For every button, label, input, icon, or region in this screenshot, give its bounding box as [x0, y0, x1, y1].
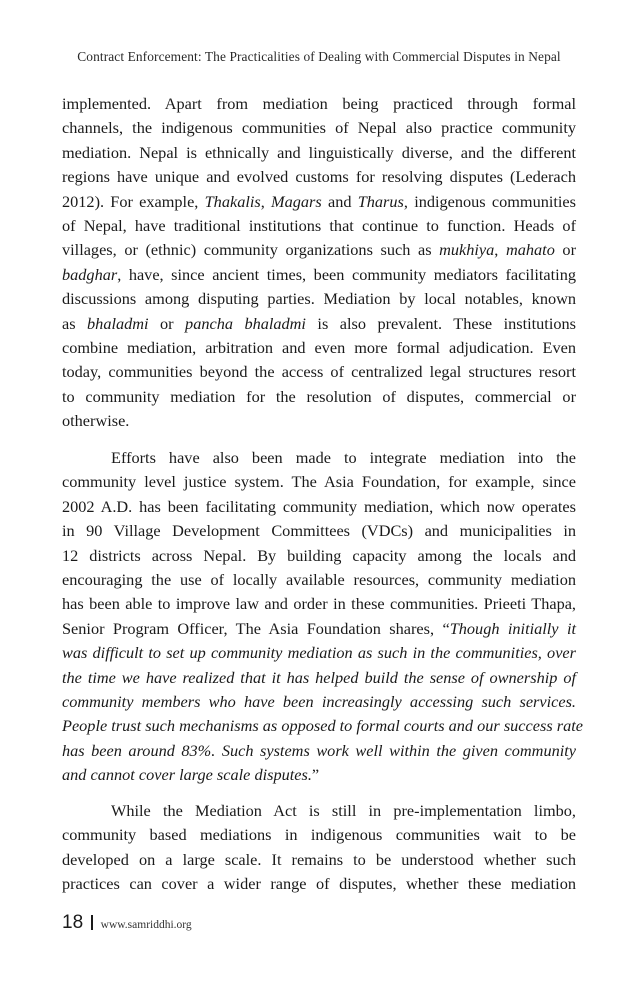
text-line: 2012). For example, Thakalis, Magars and Tharus, indigenous communities [62, 191, 576, 211]
running-head: Contract Enforcement: The Practicalities of Dealing with Commercial Disputes in Nepal [77, 49, 561, 64]
term-magars: Magars [271, 191, 322, 211]
paragraph-1 [62, 92, 576, 433]
text-line: community level justice system. The Asia Foundation, for example, since [62, 472, 576, 492]
text-line: badghar, have, since ancient times, been community mediators facilitating [62, 264, 576, 284]
term-pancha-bhaladmi: pancha bhaladmi [185, 313, 306, 333]
text-line: 2002 A.D. has been facilitating community mediation, which now operates [62, 496, 576, 516]
text-line: practices can cover a wider range of disputes, whether these mediation [62, 874, 576, 894]
text-line: community based mediations in indigenous communities wait to be [62, 825, 576, 845]
quote-line: has been around 83%. Such systems work well within the given community [62, 740, 576, 760]
quote-line: and cannot cover large scale disputes.” [62, 765, 320, 785]
quote-line: community members who have been increasingly accessing such services. [62, 691, 576, 711]
text-line: Senior Program Officer, The Asia Foundation shares, “Though initially it [62, 618, 576, 638]
page-number: 18 [62, 912, 84, 933]
term-bhaladmi: bhaladmi [87, 313, 149, 333]
text-line: of Nepal, have traditional institutions that continue to function. Heads of [62, 215, 576, 235]
text-line: 12 districts across Nepal. By building capacity among the locals and [62, 545, 576, 565]
text-line: villages, or (ethnic) community organizations such as mukhiya, mahato or [62, 240, 576, 260]
text-line: regions have unique and evolved customs for resolving disputes (Lederach [62, 167, 576, 187]
quote-text: Though initially it [449, 618, 576, 638]
text-line: channels, the indigenous communities of Nepal also practice community [62, 118, 576, 138]
term-tharus: Tharus [357, 191, 404, 211]
text-line: While the Mediation Act is still in pre-implementation limbo, [111, 801, 576, 820]
quote-line: the time we have realized that it has helped build the sense of ownership of [62, 667, 576, 687]
paragraph-3 [62, 799, 576, 897]
website-url: www.samriddhi.org [100, 919, 192, 931]
text-line: encouraging the use of locally available resources, community mediation [62, 569, 576, 589]
quote-line: was difficult to set up community mediation as such in the communities, over [62, 643, 576, 663]
text-line: combine mediation, arbitration and even more formal adjudication. Even [62, 337, 576, 357]
text-line: to community mediation for the resolution of disputes, commercial or [62, 386, 576, 406]
text-line: discussions among disputing parties. Mediation by local notables, known [62, 289, 576, 309]
text-line: in 90 Village Development Committees (VDCs) and municipalities in [62, 521, 576, 541]
term-mukhiya: mukhiya [439, 240, 495, 260]
term-badghar: badghar [62, 264, 118, 284]
text-line: mediation. Nepal is ethnically and linguistically diverse, and the different [62, 142, 576, 162]
text-line: has been able to improve law and order in these communities. Prieeti Thapa, [62, 594, 576, 614]
text-line: implemented. Apart from mediation being practiced through formal [62, 94, 576, 113]
term-mahato: mahato [505, 240, 555, 260]
text-line: as bhaladmi or pancha bhaladmi is also prevalent. These institutions [62, 313, 576, 333]
quote-line: People trust such mechanisms as opposed to formal courts and our success rate [62, 716, 583, 736]
term-thakalis: Thakalis [204, 191, 261, 211]
footer-separator [91, 915, 93, 930]
page-footer [62, 912, 192, 934]
text-line: today, communities beyond the access of centralized legal structures resort [62, 362, 576, 382]
paragraph-2 [62, 446, 583, 787]
text-line: developed on a large scale. It remains to be understood whether such [62, 849, 576, 869]
text-line: otherwise. [62, 411, 130, 431]
text-line: Efforts have also been made to integrate mediation into the [111, 448, 576, 467]
